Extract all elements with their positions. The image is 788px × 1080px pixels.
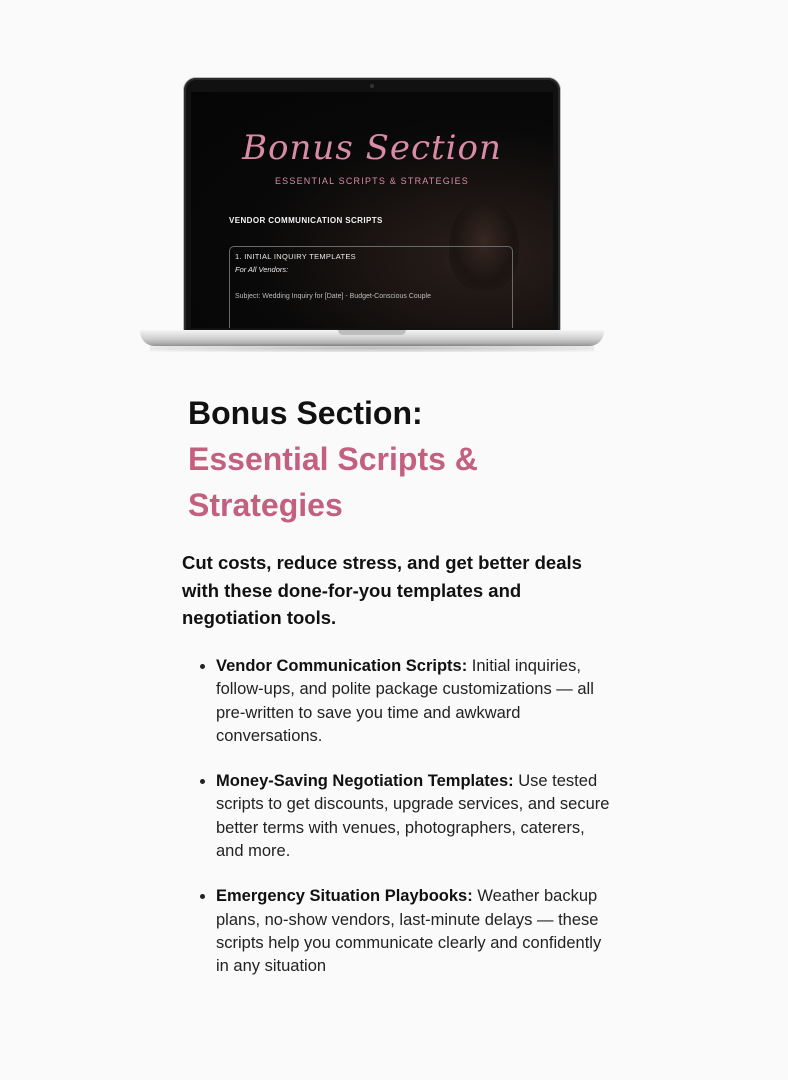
screen-box-subject: Subject: Wedding Inquiry for [Date] - Budget-Conscious Couple (235, 293, 431, 300)
heading-line-1: Bonus Section: (188, 395, 423, 431)
list-item (216, 885, 616, 978)
feature-list (196, 655, 616, 1001)
list-item (216, 770, 616, 863)
screen-template-box (229, 246, 513, 328)
list-item-text: Use tested scripts to get discounts, upgrade services, and secure better terms with venues, photographers, caterers, and more. (216, 772, 610, 861)
list-item-text: Initial inquiries, follow-ups, and polite package customizations — all pre-written to save you time and awkward conversations. (216, 657, 594, 745)
list-item-title: Emergency Situation Playbooks: (216, 887, 473, 906)
laptop-screen (191, 92, 553, 328)
page-heading (188, 390, 608, 528)
screen-box-label: For All Vendors: (235, 265, 289, 274)
list-item (216, 655, 616, 748)
list-item-title: Vendor Communication Scripts: (216, 657, 468, 675)
laptop-notch (338, 330, 406, 335)
intro-text: Cut costs, reduce stress, and get better deals with these done-for-you templates and negotiation tools. (182, 552, 582, 628)
laptop-mockup (140, 78, 604, 358)
screen-title: Bonus Section (242, 128, 502, 168)
screen-section-title: VENDOR COMMUNICATION SCRIPTS (229, 216, 383, 225)
heading-line-2: Essential Scripts & Strategies (188, 441, 478, 523)
list-item-text: Weather backup plans, no-show vendors, last-minute delays — these scripts help you communicate clearly and confidently in any situation (216, 887, 602, 976)
laptop-lid (184, 78, 560, 332)
laptop-shadow (150, 344, 594, 352)
screen-subtitle: ESSENTIAL SCRIPTS & STRATEGIES (274, 176, 470, 186)
camera-icon (370, 84, 374, 88)
screen-box-heading: 1. INITIAL INQUIRY TEMPLATES (235, 252, 356, 261)
list-item-title: Money-Saving Negotiation Templates: (216, 772, 514, 791)
